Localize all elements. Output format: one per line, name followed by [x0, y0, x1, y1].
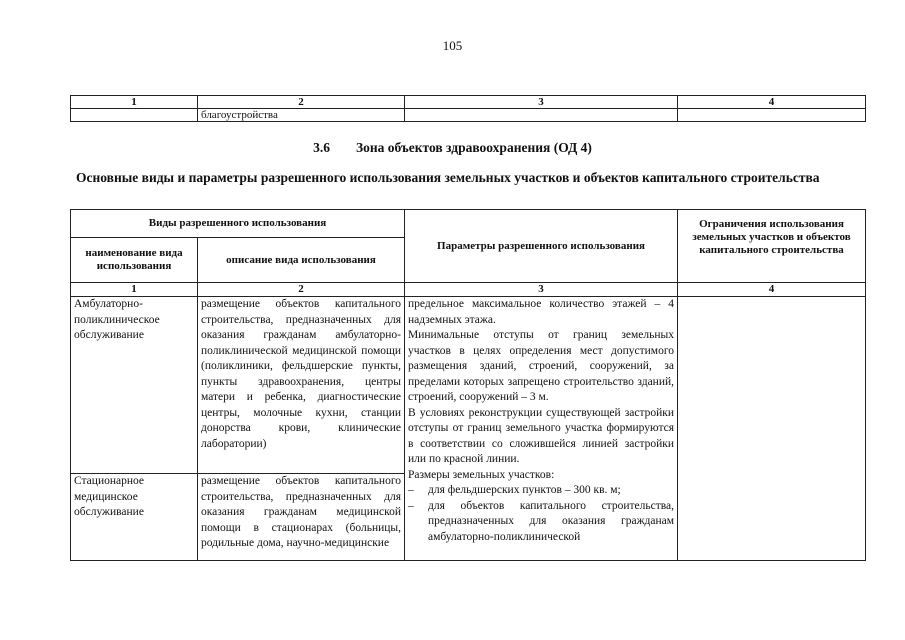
table-cell: [71, 109, 198, 122]
header-parameters: Параметры разрешенного использования: [405, 210, 678, 283]
parameter-text: В условиях реконструкции существующей застройки отступы от границ земельного участка формируются в соответствии со сложившейся линией застройки или по красной линии.: [408, 406, 675, 465]
permitted-use-table: [70, 209, 866, 561]
header-group-types: Виды разрешенного использования: [71, 210, 405, 238]
table-cell: благоустройства: [198, 109, 405, 122]
header-description: описание вида использования: [198, 238, 405, 283]
column-number: 3: [405, 96, 678, 109]
parameters-cell: [405, 297, 678, 561]
subheading: Основные виды и параметры разрешенного использования земельных участков и объектов капитального строительства: [76, 170, 820, 185]
list-item: [408, 499, 674, 546]
section-number: 3.6: [313, 140, 330, 155]
column-number: 1: [71, 96, 198, 109]
section-heading: [0, 140, 905, 156]
column-number: 2: [198, 96, 405, 109]
use-name: Стационарное медицинское обслуживание: [71, 474, 198, 561]
restrictions-cell: [678, 297, 866, 561]
list-dash: –: [408, 484, 414, 496]
column-number: 1: [71, 283, 198, 297]
table-header-row: [71, 96, 866, 109]
parameter-text: Размеры земельных участков:: [408, 468, 555, 481]
use-description: размещение объектов капитального строительства, предназначенных для оказания гражданам медицинской помощи в стационарах (больницы, родильные дома, научно-медицинские: [198, 474, 405, 561]
column-number: 4: [678, 283, 866, 297]
list-item: [408, 483, 674, 499]
table-row: [71, 109, 866, 122]
column-number: 2: [198, 283, 405, 297]
list-item-text: для фельдшерских пунктов – 300 кв. м;: [428, 484, 621, 496]
parameter-text: предельное максимальное количество этажей – 4 надземных этажа.: [408, 298, 675, 326]
column-numbers-row: [71, 283, 866, 297]
column-number: 3: [405, 283, 678, 297]
list-dash: –: [408, 499, 414, 512]
continuation-table: [70, 95, 866, 122]
header-restrictions: Ограничения использования земельных участков и объектов капитального строительства: [678, 210, 866, 283]
column-number: 4: [678, 96, 866, 109]
page-number: 105: [442, 38, 463, 53]
list-item-text: для объектов капитального строительства, предназначенных для оказания гражданам амбулаторно-поликлинической: [428, 499, 675, 543]
use-name: Амбулаторно-поликлиническое обслуживание: [71, 297, 198, 474]
table-header-row: [71, 210, 866, 238]
section-title: Зона объектов здравоохранения (ОД 4): [355, 140, 592, 155]
header-name: наименование вида использования: [71, 238, 198, 283]
table-cell: [405, 109, 678, 122]
parameter-text: Минимальные отступы от границ земельных участков в целях определения мест допустимого размещения зданий, строений, сооружений, за пределами которых запрещено строительство зданий, строений, сооружений – 3 м.: [408, 329, 675, 403]
use-description: размещение объектов капитального строительства, предназначенных для оказания гражданам амбулаторно-поликлинической медицинской помощи (поликлиники, фельдшерские пункты, пункты здравоохранения, центры матери и ребенка, диагностические центры, молочные кухни, станции донорства крови, клинические лаборатории): [198, 297, 405, 474]
table-row: [71, 297, 866, 474]
table-cell: [678, 109, 866, 122]
